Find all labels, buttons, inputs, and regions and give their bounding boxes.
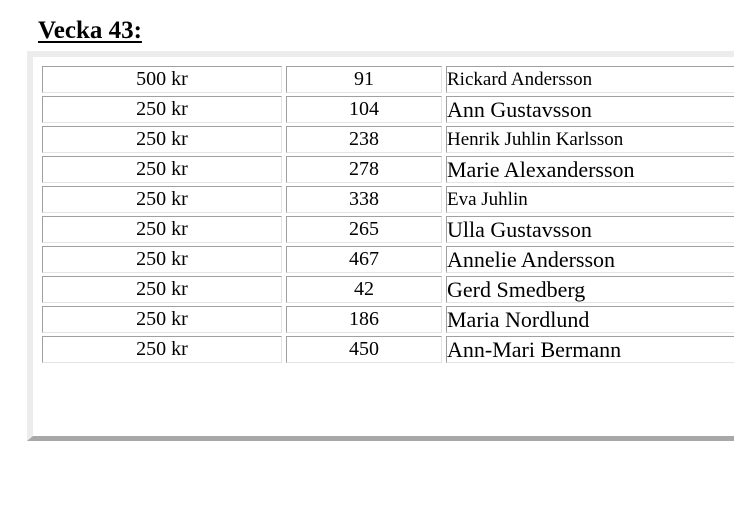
prize-amount-cell: 250 kr [42, 216, 282, 243]
table-row [42, 336, 734, 363]
prize-amount-cell: 250 kr [42, 306, 282, 333]
prize-amount-cell: 250 kr [42, 156, 282, 183]
ticket-number-cell: 338 [286, 186, 442, 213]
prize-amount-cell: 250 kr [42, 246, 282, 273]
winners-table-body [42, 66, 734, 363]
ticket-number-cell: 450 [286, 336, 442, 363]
table-row [42, 276, 734, 303]
ticket-number-cell: 278 [286, 156, 442, 183]
winners-table [38, 63, 734, 366]
table-row [42, 156, 734, 183]
ticket-number-cell: 186 [286, 306, 442, 333]
ticket-number-cell: 104 [286, 96, 442, 123]
winner-name-cell: Rickard Andersson [446, 66, 734, 93]
table-row [42, 186, 734, 213]
ticket-number-cell: 42 [286, 276, 442, 303]
page-title: Vecka 43: [38, 17, 142, 44]
table-row [42, 306, 734, 333]
ticket-number-cell: 91 [286, 66, 442, 93]
table-row [42, 246, 734, 273]
winner-name-cell: Eva Juhlin [446, 186, 734, 213]
table-row [42, 96, 734, 123]
prize-amount-cell: 250 kr [42, 96, 282, 123]
ticket-number-cell: 238 [286, 126, 442, 153]
prize-amount-cell: 250 kr [42, 186, 282, 213]
winner-name-cell: Ulla Gustavsson [446, 216, 734, 243]
winner-name-cell: Maria Nordlund [446, 306, 734, 333]
winner-name-cell: Gerd Smedberg [446, 276, 734, 303]
ticket-number-cell: 265 [286, 216, 442, 243]
prize-amount-cell: 250 kr [42, 336, 282, 363]
winner-name-cell: Henrik Juhlin Karlsson [446, 126, 734, 153]
winner-name-cell: Ann-Mari Bermann [446, 336, 734, 363]
table-row [42, 216, 734, 243]
winner-name-cell: Annelie Andersson [446, 246, 734, 273]
winner-name-cell: Ann Gustavsson [446, 96, 734, 123]
prize-amount-cell: 250 kr [42, 276, 282, 303]
prize-amount-cell: 250 kr [42, 126, 282, 153]
winner-name-cell: Marie Alexandersson [446, 156, 734, 183]
prize-amount-cell: 500 kr [42, 66, 282, 93]
table-row [42, 66, 734, 93]
winners-table-frame [27, 51, 734, 441]
table-row [42, 126, 734, 153]
ticket-number-cell: 467 [286, 246, 442, 273]
